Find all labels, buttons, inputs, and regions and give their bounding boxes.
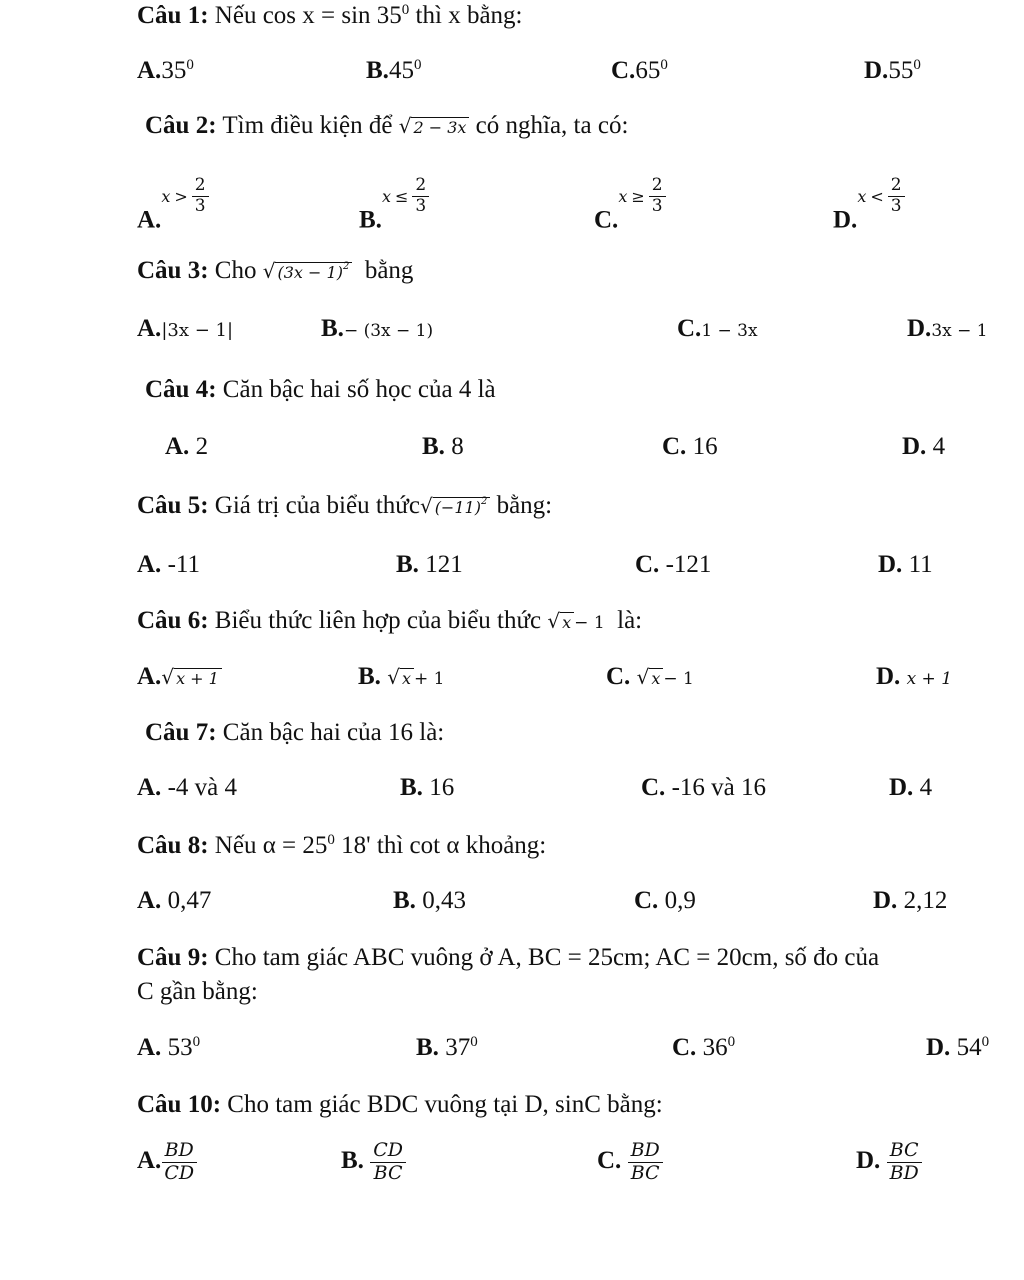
- option-6b[interactable]: B. √ x + 1: [358, 663, 445, 690]
- option-6a[interactable]: A.√ x + 1: [137, 663, 222, 691]
- option-2b[interactable]: B. x ≤ $\frac{2}{3}$: [359, 202, 429, 242]
- question-text: Nếu α = 25: [214, 832, 328, 859]
- sqrt-expression: √ $(3x - 1)^2$: [263, 257, 353, 285]
- question-text: Cho: [214, 257, 257, 284]
- sqrt-expression: √ $(-11)^2$: [420, 492, 490, 520]
- question-label: Câu 10:: [137, 1091, 222, 1118]
- option-9a[interactable]: A. $53^0$: [137, 1034, 201, 1061]
- sqrt-expression: √ 2 − 3x: [399, 112, 470, 140]
- question-text-tail: bằng:: [496, 492, 553, 519]
- question-label: Câu 5:: [137, 492, 209, 519]
- option-1d[interactable]: $D.55^0$: [864, 57, 921, 84]
- question-text: Tìm điều kiện để: [222, 112, 393, 139]
- question-10: [137, 1091, 663, 1119]
- question-2: [145, 112, 628, 140]
- question-label: Câu 9:: [137, 944, 209, 971]
- option-4b[interactable]: B. 8: [422, 433, 464, 460]
- option-5c[interactable]: C. -121: [635, 551, 712, 578]
- option-3b[interactable]: B.− (3x − 1): [321, 315, 434, 342]
- question-label: Câu 7:: [145, 719, 217, 746]
- question-text: Giá trị của biểu thức: [214, 492, 420, 519]
- question-label: Câu 8:: [137, 832, 209, 859]
- question-text-tail: 18' thì cot α khoảng:: [341, 832, 547, 859]
- question-label: Câu 4:: [145, 376, 217, 403]
- question-text: Căn bậc hai số học của 4 là: [222, 376, 496, 403]
- question-9-line-2: C gần bằng:: [137, 978, 258, 1005]
- option-9d[interactable]: D. $54^0$: [926, 1034, 990, 1061]
- option-2a[interactable]: A. x > $\frac{2}{3}$: [137, 202, 209, 242]
- question-3: [137, 257, 413, 285]
- question-7: [145, 719, 444, 747]
- option-3a[interactable]: A.|3x − 1|: [137, 315, 234, 342]
- question-1: Câu 1: Nếu $\cos x = \sin 35^0$ thì x bằng:: [137, 2, 523, 29]
- option-7c[interactable]: C. -16 và 16: [641, 774, 766, 801]
- option-3d[interactable]: D.3x − 1: [907, 315, 988, 342]
- option-8b[interactable]: B. 0,43: [393, 887, 466, 914]
- option-9b[interactable]: B. $37^0$: [416, 1034, 478, 1061]
- option-8c[interactable]: C. 0,9: [634, 887, 696, 914]
- option-9c[interactable]: C. $36^0$: [672, 1034, 736, 1061]
- question-label: Câu 1:: [137, 2, 209, 29]
- question-5: [137, 492, 552, 520]
- option-1c[interactable]: $C.65^0$: [611, 57, 668, 84]
- option-8a[interactable]: A. 0,47: [137, 887, 212, 914]
- question-text: Căn bậc hai của 16 là:: [222, 719, 445, 746]
- option-5d[interactable]: D. 11: [878, 551, 933, 578]
- question-label: Câu 6:: [137, 607, 209, 634]
- option-1a[interactable]: $A.35^0$: [137, 57, 194, 84]
- option-7a[interactable]: A. -4 và 4: [137, 774, 237, 801]
- question-text: Biểu thức liên hợp của biểu thức: [214, 607, 542, 634]
- question-8: Câu 8: Nếu $\alpha = 25^0$ 18' thì cot α khoảng:: [137, 832, 547, 859]
- option-10d[interactable]: D. $\frac{BC}{BD}$: [856, 1140, 922, 1185]
- option-2d[interactable]: D. x < $\frac{2}{3}$: [833, 202, 905, 242]
- question-label: Câu 3:: [137, 257, 209, 284]
- question-4: [145, 376, 496, 404]
- option-8d[interactable]: D. 2,12: [873, 887, 948, 914]
- option-5b[interactable]: B. 121: [396, 551, 463, 578]
- option-6c[interactable]: C. √ x − 1: [606, 663, 694, 690]
- option-7d[interactable]: D. 4: [889, 774, 933, 801]
- question-text-tail: là:: [617, 607, 643, 634]
- option-4d[interactable]: D. 4: [902, 433, 946, 460]
- option-2c[interactable]: C. x ≥ $\frac{2}{3}$: [594, 202, 666, 242]
- sqrt-expression: √ x: [547, 607, 574, 635]
- option-5a[interactable]: A. -11: [137, 551, 200, 578]
- option-10a[interactable]: A. $\frac{BD}{CD}$: [137, 1140, 197, 1185]
- option-10c[interactable]: C. $\frac{BD}{BC}$: [597, 1140, 663, 1185]
- question-text-tail: có nghĩa, ta có:: [475, 112, 629, 139]
- question-6: Câu 6: Biểu thức liên hợp của biểu thức √ x − 1 là:: [137, 607, 643, 634]
- question-text: Cho tam giác ABC vuông ở A, BC = 25cm; AC = 20cm, số đo của: [214, 944, 880, 971]
- question-9: [137, 944, 879, 972]
- question-text-tail: bằng: [364, 257, 414, 284]
- option-4a[interactable]: A. 2: [165, 433, 209, 460]
- option-3c[interactable]: C.1 − 3x: [677, 315, 758, 342]
- question-text-tail: thì x bằng:: [415, 2, 523, 29]
- option-7b[interactable]: B. 16: [400, 774, 455, 801]
- question-label: Câu 2:: [145, 112, 217, 139]
- option-4c[interactable]: C. 16: [662, 433, 718, 460]
- question-text: Cho tam giác BDC vuông tại D, sinC bằng:: [227, 1091, 663, 1118]
- option-1b[interactable]: $B.45^0$: [366, 57, 422, 84]
- option-6d[interactable]: D. x + 1: [876, 663, 953, 690]
- question-text: Nếu cos x = sin 35: [214, 2, 402, 29]
- option-10b[interactable]: B. $\frac{CD}{BC}$: [341, 1140, 406, 1185]
